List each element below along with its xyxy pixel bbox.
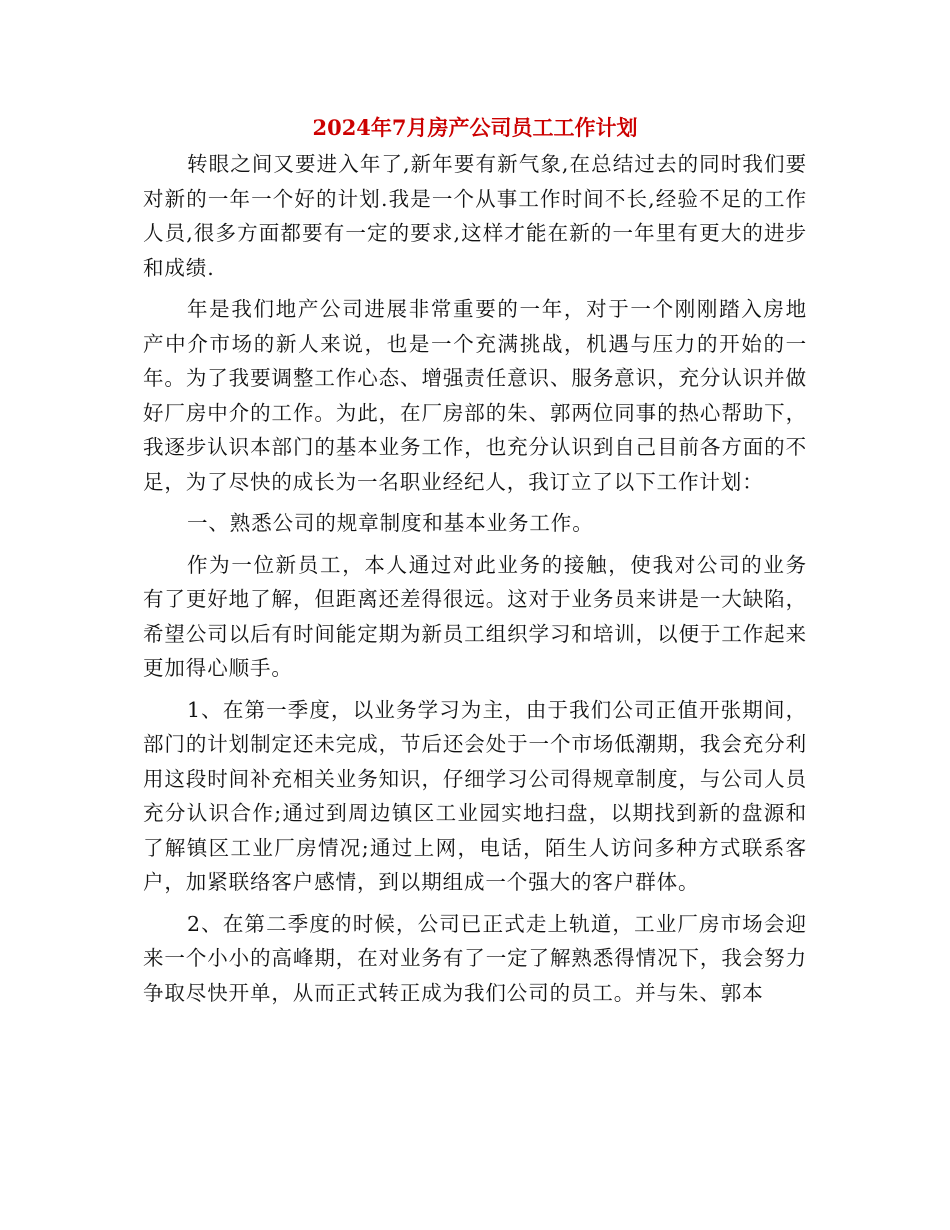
paragraph-quarter-2: 2、在第二季度的时候，公司已正式走上轨道，工业厂房市场会迎来一个小小的高峰期，在对业务有了一定了解熟悉得情况下，我会努力争取尽快开单，从而正式转正成为我们公司的员工。并与朱、郭本 (143, 911, 807, 1005)
document-title: 2024年7月房产公司员工工作计划 (312, 115, 638, 140)
paragraph-background: 年是我们地产公司进展非常重要的一年，对于一个刚刚踏入房地产中介市场的新人来说，也是一个充满挑战，机遇与压力的开始的一年。为了我要调整工作心态、增强责任意识、服务意识，充分认识并做好厂房中介的工作。为此，在厂房部的朱、郭两位同事的热心帮助下，我逐步认识本部门的基本业务工作，也充分认识到自己目前各方面的不足，为了尽快的成长为一名职业经纪人，我订立了以下工作计划： (143, 297, 807, 494)
paragraph-new-employee: 作为一位新员工，本人通过对此业务的接触，使我对公司的业务有了更好地了解，但距离还差得很远。这对于业务员来讲是一大缺陷，希望公司以后有时间能定期为新员工组织学习和培训，以便于工作起来更加得心顺手。 (143, 552, 807, 680)
section-heading-1: 一、熟悉公司的规章制度和基本业务工作。 (187, 511, 594, 535)
paragraph-quarter-1: 1、在第一季度，以业务学习为主，由于我们公司正值开张期间，部门的计划制定还未完成，节后还会处于一个市场低潮期，我会充分利用这段时间补充相关业务知识，仔细学习公司得规章制度，与公司人员充分认识合作;通过到周边镇区工业园实地扫盘，以期找到新的盘源和了解镇区工业厂房情况;通过上网，电话，陌生人访问多种方式联系客户，加紧联络客户感情，到以期组成一个强大的客户群体。 (143, 697, 807, 894)
paragraph-intro: 转眼之间又要进入年了,新年要有新气象,在总结过去的同时我们要对新的一年一个好的计划.我是一个从事工作时间不长,经验不足的工作人员,很多方面都要有一定的要求,这样才能在新的一年里有更大的进步和成绩. (143, 152, 807, 280)
